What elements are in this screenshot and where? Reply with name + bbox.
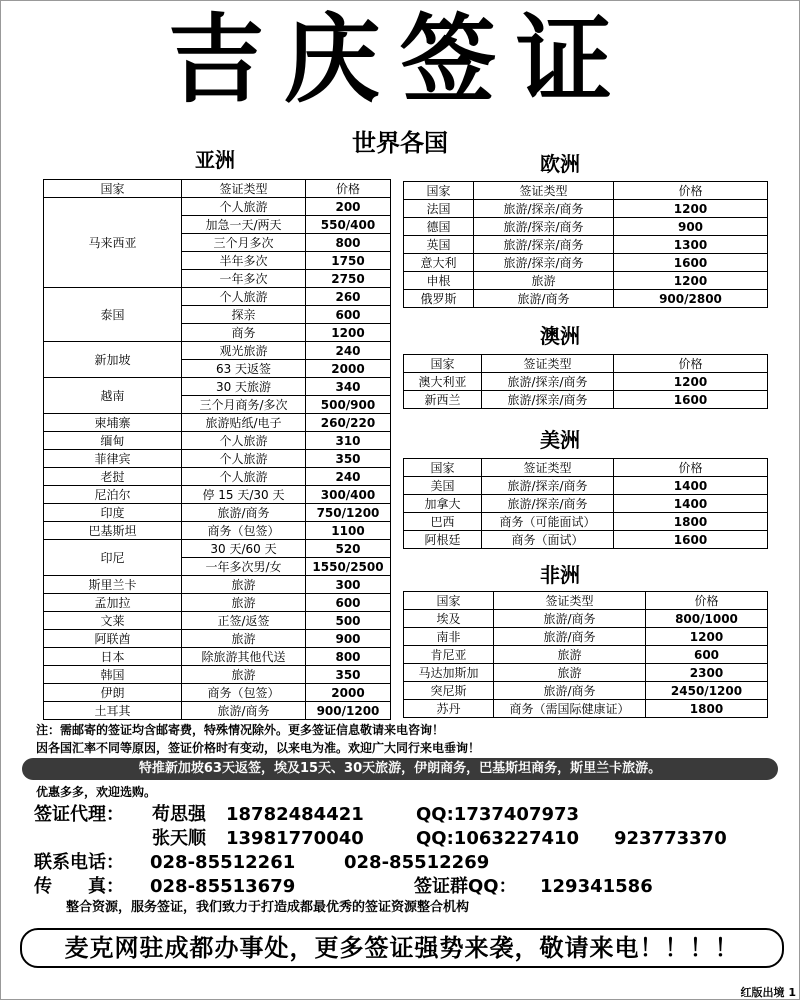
table-row xyxy=(404,495,768,513)
visa-type-cell: 商务（面试） xyxy=(482,531,614,549)
table-header-row xyxy=(44,180,391,198)
visa-type-cell: 商务（可能面试） xyxy=(482,513,614,531)
column-header-visa-type: 签证类型 xyxy=(482,459,614,477)
table-row xyxy=(44,684,391,702)
price-cell: 800 xyxy=(306,234,391,252)
price-cell: 520 xyxy=(306,540,391,558)
country-cell: 阿根廷 xyxy=(404,531,482,549)
phone-number-2: 028-85512269 xyxy=(344,852,490,873)
country-cell: 俄罗斯 xyxy=(404,290,474,308)
price-cell: 1200 xyxy=(614,373,768,391)
country-cell: 埃及 xyxy=(404,610,494,628)
country-cell: 美国 xyxy=(404,477,482,495)
country-cell: 泰国 xyxy=(44,288,182,342)
agent1-qq: QQ:1737407973 xyxy=(416,804,580,825)
group-qq-number: 129341586 xyxy=(540,876,653,897)
column-header-country: 国家 xyxy=(44,180,182,198)
table-row xyxy=(404,531,768,549)
americas-visa-table xyxy=(403,458,768,549)
country-cell: 阿联酋 xyxy=(44,630,182,648)
price-cell: 260/220 xyxy=(306,414,391,432)
price-cell: 2300 xyxy=(646,664,768,682)
visa-type-cell: 商务（包签） xyxy=(182,522,306,540)
price-cell: 1300 xyxy=(614,236,768,254)
price-cell: 900/1200 xyxy=(306,702,391,720)
country-cell: 德国 xyxy=(404,218,474,236)
column-header-country: 国家 xyxy=(404,592,494,610)
table-row xyxy=(44,504,391,522)
price-cell: 300 xyxy=(306,576,391,594)
visa-type-cell: 商务（需国际健康证） xyxy=(494,700,646,718)
country-cell: 孟加拉 xyxy=(44,594,182,612)
price-cell: 1100 xyxy=(306,522,391,540)
table-row xyxy=(44,648,391,666)
visa-type-cell: 三个月多次 xyxy=(182,234,306,252)
visa-type-cell: 正签/返签 xyxy=(182,612,306,630)
table-row xyxy=(44,522,391,540)
table-row xyxy=(404,254,768,272)
country-cell: 老挝 xyxy=(44,468,182,486)
visa-type-cell: 除旅游其他代送 xyxy=(182,648,306,666)
country-cell: 澳大利亚 xyxy=(404,373,482,391)
table-row xyxy=(44,540,391,558)
table-row xyxy=(404,477,768,495)
column-header-visa-type: 签证类型 xyxy=(482,355,614,373)
visa-type-cell: 商务（包签） xyxy=(182,684,306,702)
table-row xyxy=(44,468,391,486)
visa-type-cell: 旅游/探亲/商务 xyxy=(482,495,614,513)
visa-type-cell: 30 天/60 天 xyxy=(182,540,306,558)
visa-type-cell: 旅游/商务 xyxy=(494,682,646,700)
price-cell: 800 xyxy=(306,648,391,666)
price-cell: 500 xyxy=(306,612,391,630)
price-cell: 2750 xyxy=(306,270,391,288)
table-row xyxy=(44,612,391,630)
visa-type-cell: 旅游 xyxy=(182,630,306,648)
visa-type-cell: 三个月商务/多次 xyxy=(182,396,306,414)
table-row xyxy=(44,432,391,450)
price-cell: 1600 xyxy=(614,254,768,272)
agent1-name: 苟思强 xyxy=(152,804,206,825)
country-cell: 南非 xyxy=(404,628,494,646)
country-cell: 尼泊尔 xyxy=(44,486,182,504)
footer-label: 红版出境 1 xyxy=(740,986,796,999)
fax-number: 028-85513679 xyxy=(150,876,296,897)
agent2-qq-secondary: 923773370 xyxy=(614,828,727,849)
visa-type-cell: 旅游/探亲/商务 xyxy=(474,236,614,254)
table-row xyxy=(404,664,768,682)
table-row xyxy=(404,218,768,236)
price-cell: 240 xyxy=(306,468,391,486)
europe-visa-table xyxy=(403,181,768,308)
visa-type-cell: 旅游 xyxy=(494,664,646,682)
country-cell: 突尼斯 xyxy=(404,682,494,700)
price-cell: 600 xyxy=(306,594,391,612)
visa-type-cell: 商务 xyxy=(182,324,306,342)
price-cell: 340 xyxy=(306,378,391,396)
visa-type-cell: 旅游/商务 xyxy=(182,504,306,522)
visa-type-cell: 旅游/探亲/商务 xyxy=(474,200,614,218)
visa-type-cell: 个人旅游 xyxy=(182,288,306,306)
visa-type-cell: 旅游/探亲/商务 xyxy=(482,373,614,391)
country-cell: 文莱 xyxy=(44,612,182,630)
country-cell: 菲律宾 xyxy=(44,450,182,468)
agent2-phone: 13981770040 xyxy=(226,828,364,849)
country-cell: 新西兰 xyxy=(404,391,482,409)
price-cell: 1400 xyxy=(614,477,768,495)
visa-type-cell: 一年多次 xyxy=(182,270,306,288)
visa-type-cell: 30 天旅游 xyxy=(182,378,306,396)
price-cell: 260 xyxy=(306,288,391,306)
table-row xyxy=(404,610,768,628)
price-cell: 1400 xyxy=(614,495,768,513)
price-cell: 750/1200 xyxy=(306,504,391,522)
discount-note: 优惠多多，欢迎选购。 xyxy=(36,785,157,799)
table-row xyxy=(44,666,391,684)
table-row xyxy=(44,198,391,216)
column-header-country: 国家 xyxy=(404,459,482,477)
visa-type-cell: 旅游 xyxy=(474,272,614,290)
visa-type-cell: 观光旅游 xyxy=(182,342,306,360)
table-header-row xyxy=(404,355,768,373)
table-row xyxy=(44,702,391,720)
country-cell: 意大利 xyxy=(404,254,474,272)
visa-type-cell: 一年多次男/女 xyxy=(182,558,306,576)
oceania-heading: 澳洲 xyxy=(540,324,580,348)
country-cell: 马来西亚 xyxy=(44,198,182,288)
price-cell: 550/400 xyxy=(306,216,391,234)
column-header-visa-type: 签证类型 xyxy=(474,182,614,200)
table-row xyxy=(404,272,768,290)
price-cell: 600 xyxy=(646,646,768,664)
price-cell: 900 xyxy=(306,630,391,648)
table-row xyxy=(44,450,391,468)
price-cell: 1800 xyxy=(614,513,768,531)
tagline: 整合资源，服务签证，我们致力于打造成都最优秀的签证资源整合机构 xyxy=(66,900,470,915)
table-row xyxy=(44,576,391,594)
country-cell: 斯里兰卡 xyxy=(44,576,182,594)
visa-type-cell: 个人旅游 xyxy=(182,198,306,216)
visa-type-cell: 旅游/商务 xyxy=(182,702,306,720)
table-row xyxy=(404,373,768,391)
country-cell: 韩国 xyxy=(44,666,182,684)
asia-heading: 亚洲 xyxy=(195,148,235,172)
country-cell: 巴西 xyxy=(404,513,482,531)
price-cell: 310 xyxy=(306,432,391,450)
country-cell: 缅甸 xyxy=(44,432,182,450)
oceania-visa-table xyxy=(403,354,768,409)
price-cell: 240 xyxy=(306,342,391,360)
column-header-price: 价格 xyxy=(646,592,768,610)
country-cell: 越南 xyxy=(44,378,182,414)
visa-type-cell: 旅游/探亲/商务 xyxy=(474,218,614,236)
page-subtitle: 世界各国 xyxy=(352,129,448,157)
table-row xyxy=(44,630,391,648)
group-qq-label: 签证群QQ： xyxy=(414,876,517,897)
table-row xyxy=(404,236,768,254)
europe-heading: 欧洲 xyxy=(540,152,580,176)
visa-type-cell: 旅游/探亲/商务 xyxy=(482,391,614,409)
visa-type-cell: 旅游 xyxy=(182,666,306,684)
price-cell: 900/2800 xyxy=(614,290,768,308)
price-cell: 1550/2500 xyxy=(306,558,391,576)
country-cell: 法国 xyxy=(404,200,474,218)
visa-type-cell: 个人旅游 xyxy=(182,432,306,450)
slogan-banner: 麦克网驻成都办事处，更多签证强势来袭，敬请来电！！！！ xyxy=(20,928,784,968)
column-header-visa-type: 签证类型 xyxy=(494,592,646,610)
price-cell: 350 xyxy=(306,666,391,684)
price-cell: 2000 xyxy=(306,684,391,702)
price-cell: 200 xyxy=(306,198,391,216)
country-cell: 肯尼亚 xyxy=(404,646,494,664)
table-row xyxy=(404,682,768,700)
visa-type-cell: 旅游/探亲/商务 xyxy=(474,254,614,272)
table-row xyxy=(404,646,768,664)
visa-type-cell: 旅游/商务 xyxy=(494,610,646,628)
asia-visa-table xyxy=(43,179,391,720)
note-mailing: 注：需邮寄的签证均含邮寄费，特殊情况除外。更多签证信息敬请来电咨询！ xyxy=(36,723,445,737)
table-row xyxy=(44,414,391,432)
price-cell: 500/900 xyxy=(306,396,391,414)
column-header-country: 国家 xyxy=(404,182,474,200)
americas-heading: 美洲 xyxy=(540,428,580,452)
visa-type-cell: 停 15 天/30 天 xyxy=(182,486,306,504)
country-cell: 巴基斯坦 xyxy=(44,522,182,540)
table-row xyxy=(44,486,391,504)
price-cell: 1800 xyxy=(646,700,768,718)
visa-type-cell: 旅游/商务 xyxy=(474,290,614,308)
phone-label: 联系电话： xyxy=(34,852,124,873)
country-cell: 申根 xyxy=(404,272,474,290)
price-cell: 1200 xyxy=(646,628,768,646)
visa-type-cell: 加急一天/两天 xyxy=(182,216,306,234)
price-cell: 600 xyxy=(306,306,391,324)
price-cell: 1200 xyxy=(306,324,391,342)
visa-type-cell: 63 天返签 xyxy=(182,360,306,378)
country-cell: 新加坡 xyxy=(44,342,182,378)
price-cell: 1200 xyxy=(614,200,768,218)
country-cell: 土耳其 xyxy=(44,702,182,720)
column-header-price: 价格 xyxy=(614,459,768,477)
country-cell: 加拿大 xyxy=(404,495,482,513)
column-header-price: 价格 xyxy=(306,180,391,198)
visa-type-cell: 旅游 xyxy=(182,576,306,594)
price-cell: 1200 xyxy=(614,272,768,290)
visa-type-cell: 个人旅游 xyxy=(182,468,306,486)
country-cell: 英国 xyxy=(404,236,474,254)
fax-label: 传 真： xyxy=(34,876,124,897)
table-row xyxy=(404,391,768,409)
visa-type-cell: 旅游/商务 xyxy=(494,628,646,646)
price-cell: 1750 xyxy=(306,252,391,270)
table-row xyxy=(404,290,768,308)
column-header-price: 价格 xyxy=(614,355,768,373)
visa-type-cell: 旅游 xyxy=(494,646,646,664)
table-row xyxy=(404,200,768,218)
price-cell: 2450/1200 xyxy=(646,682,768,700)
country-cell: 苏丹 xyxy=(404,700,494,718)
price-cell: 1600 xyxy=(614,391,768,409)
visa-type-cell: 探亲 xyxy=(182,306,306,324)
table-row xyxy=(44,378,391,396)
country-cell: 马达加斯加 xyxy=(404,664,494,682)
country-cell: 印度 xyxy=(44,504,182,522)
agent2-name: 张天顺 xyxy=(152,828,206,849)
table-row xyxy=(404,628,768,646)
agent2-qq: QQ:1063227410 xyxy=(416,828,580,849)
visa-type-cell: 个人旅游 xyxy=(182,450,306,468)
table-row xyxy=(404,513,768,531)
country-cell: 日本 xyxy=(44,648,182,666)
price-cell: 350 xyxy=(306,450,391,468)
visa-type-cell: 半年多次 xyxy=(182,252,306,270)
table-row xyxy=(44,288,391,306)
price-cell: 300/400 xyxy=(306,486,391,504)
column-header-price: 价格 xyxy=(614,182,768,200)
table-header-row xyxy=(404,592,768,610)
agent-label: 签证代理： xyxy=(34,804,124,825)
table-header-row xyxy=(404,182,768,200)
note-price-change: 因各国汇率不同等原因，签证价格时有变动，以来电为准。欢迎广大同行来电垂询！ xyxy=(36,741,481,755)
country-cell: 柬埔寨 xyxy=(44,414,182,432)
column-header-country: 国家 xyxy=(404,355,482,373)
price-cell: 1600 xyxy=(614,531,768,549)
africa-visa-table xyxy=(403,591,768,718)
country-cell: 印尼 xyxy=(44,540,182,576)
visa-type-cell: 旅游/探亲/商务 xyxy=(482,477,614,495)
table-row xyxy=(44,342,391,360)
price-cell: 800/1000 xyxy=(646,610,768,628)
table-row xyxy=(44,594,391,612)
page-title: 吉庆签证 xyxy=(168,4,632,116)
price-cell: 2000 xyxy=(306,360,391,378)
africa-heading: 非洲 xyxy=(540,563,580,587)
visa-type-cell: 旅游贴纸/电子 xyxy=(182,414,306,432)
phone-number-1: 028-85512261 xyxy=(150,852,296,873)
table-row xyxy=(404,700,768,718)
column-header-visa-type: 签证类型 xyxy=(182,180,306,198)
country-cell: 伊朗 xyxy=(44,684,182,702)
agent1-phone: 18782484421 xyxy=(226,804,364,825)
promo-banner: 特推新加坡63天返签，埃及15天、30天旅游，伊朗商务，巴基斯坦商务，斯里兰卡旅游。 xyxy=(22,758,778,780)
table-header-row xyxy=(404,459,768,477)
price-cell: 900 xyxy=(614,218,768,236)
visa-type-cell: 旅游 xyxy=(182,594,306,612)
